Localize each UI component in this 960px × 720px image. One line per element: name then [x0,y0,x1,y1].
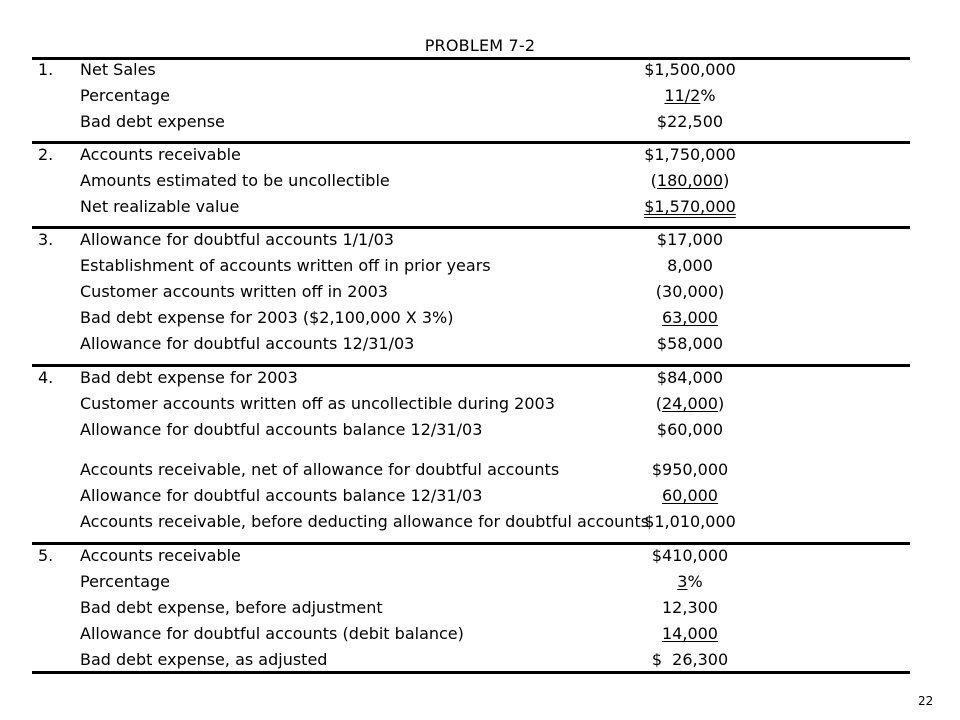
underlined-amount: 60,000 [662,486,718,505]
line-label: Net Sales [80,60,156,79]
line-amount: (30,000) [655,282,725,301]
line-amount: $950,000 [651,460,729,479]
line-label: Accounts receivable [80,546,241,565]
line-amount [600,624,780,644]
line-label: Accounts receivable, before deducting allowance for doubtful accounts [80,512,650,531]
line-label: Percentage [80,572,171,591]
underlined-amount: 11/2 [664,86,701,105]
line-amount: $ 26,300 [651,650,729,669]
line-label: Allowance for doubtful accounts 1/1/03 [80,230,394,249]
underlined-amount: 180,000 [656,171,724,190]
line-amount: $1,010,000 [644,512,736,531]
line-amount: $1,500,000 [644,60,736,79]
page-number: 22 [918,694,934,708]
line-label: Customer accounts written off as uncollectible during 2003 [80,394,555,413]
line-label: Allowance for doubtful accounts 12/31/03 [80,334,415,353]
line-amount: $60,000 [656,420,724,439]
line-amount: $410,000 [651,546,729,565]
section-divider [32,542,910,545]
line-label: Bad debt expense [80,112,225,131]
line-label: Customer accounts written off in 2003 [80,282,388,301]
line-amount: $84,000 [656,368,724,387]
line-amount: (180,000) [650,171,730,190]
line-amount: 11/2% [664,86,716,105]
line-label: Allowance for doubtful accounts balance 12/31/03 [80,420,483,439]
line-amount: 3% [677,572,703,591]
line-label: Accounts receivable, net of allowance for doubtful accounts [80,460,560,479]
line-label: Bad debt expense for 2003 ($2,100,000 X 3%) [80,308,454,327]
line-amount: 8,000 [667,256,713,275]
line-label: Bad debt expense, as adjusted [80,650,328,669]
line-label: Amounts estimated to be uncollectible [80,171,390,190]
underlined-amount: 24,000 [662,394,718,413]
line-amount: $58,000 [656,334,724,353]
line-amount: $22,500 [656,112,724,131]
line-label: Allowance for doubtful accounts (debit balance) [80,624,464,643]
line-label: Percentage [80,86,171,105]
line-amount [600,197,780,217]
line-label: Allowance for doubtful accounts balance 12/31/03 [80,486,483,505]
section-divider [32,141,910,144]
underlined-amount: 14,000 [662,624,718,643]
section-divider [32,671,910,674]
line-label: Net realizable value [80,197,240,216]
section-divider [32,226,910,229]
section-divider [32,364,910,367]
line-label: Establishment of accounts written off in prior years [80,256,491,275]
line-amount [600,486,780,506]
line-amount: (24,000) [655,394,725,413]
underlined-amount: $1,570,000 [644,197,736,216]
line-amount: 12,300 [662,598,718,617]
problem-number: 1. [38,60,54,79]
line-amount: $17,000 [656,230,724,249]
problem-number: 5. [38,546,54,565]
problem-number: 2. [38,145,54,164]
underlined-amount: 3 [677,572,688,591]
underlined-amount: 63,000 [662,308,718,327]
line-amount [600,308,780,328]
problem-number: 3. [38,230,54,249]
problem-number: 4. [38,368,54,387]
line-label: Accounts receivable [80,145,241,164]
line-amount: $1,750,000 [644,145,736,164]
line-label: Bad debt expense, before adjustment [80,598,383,617]
page-title: PROBLEM 7-2 [424,36,536,55]
line-label: Bad debt expense for 2003 [80,368,298,387]
